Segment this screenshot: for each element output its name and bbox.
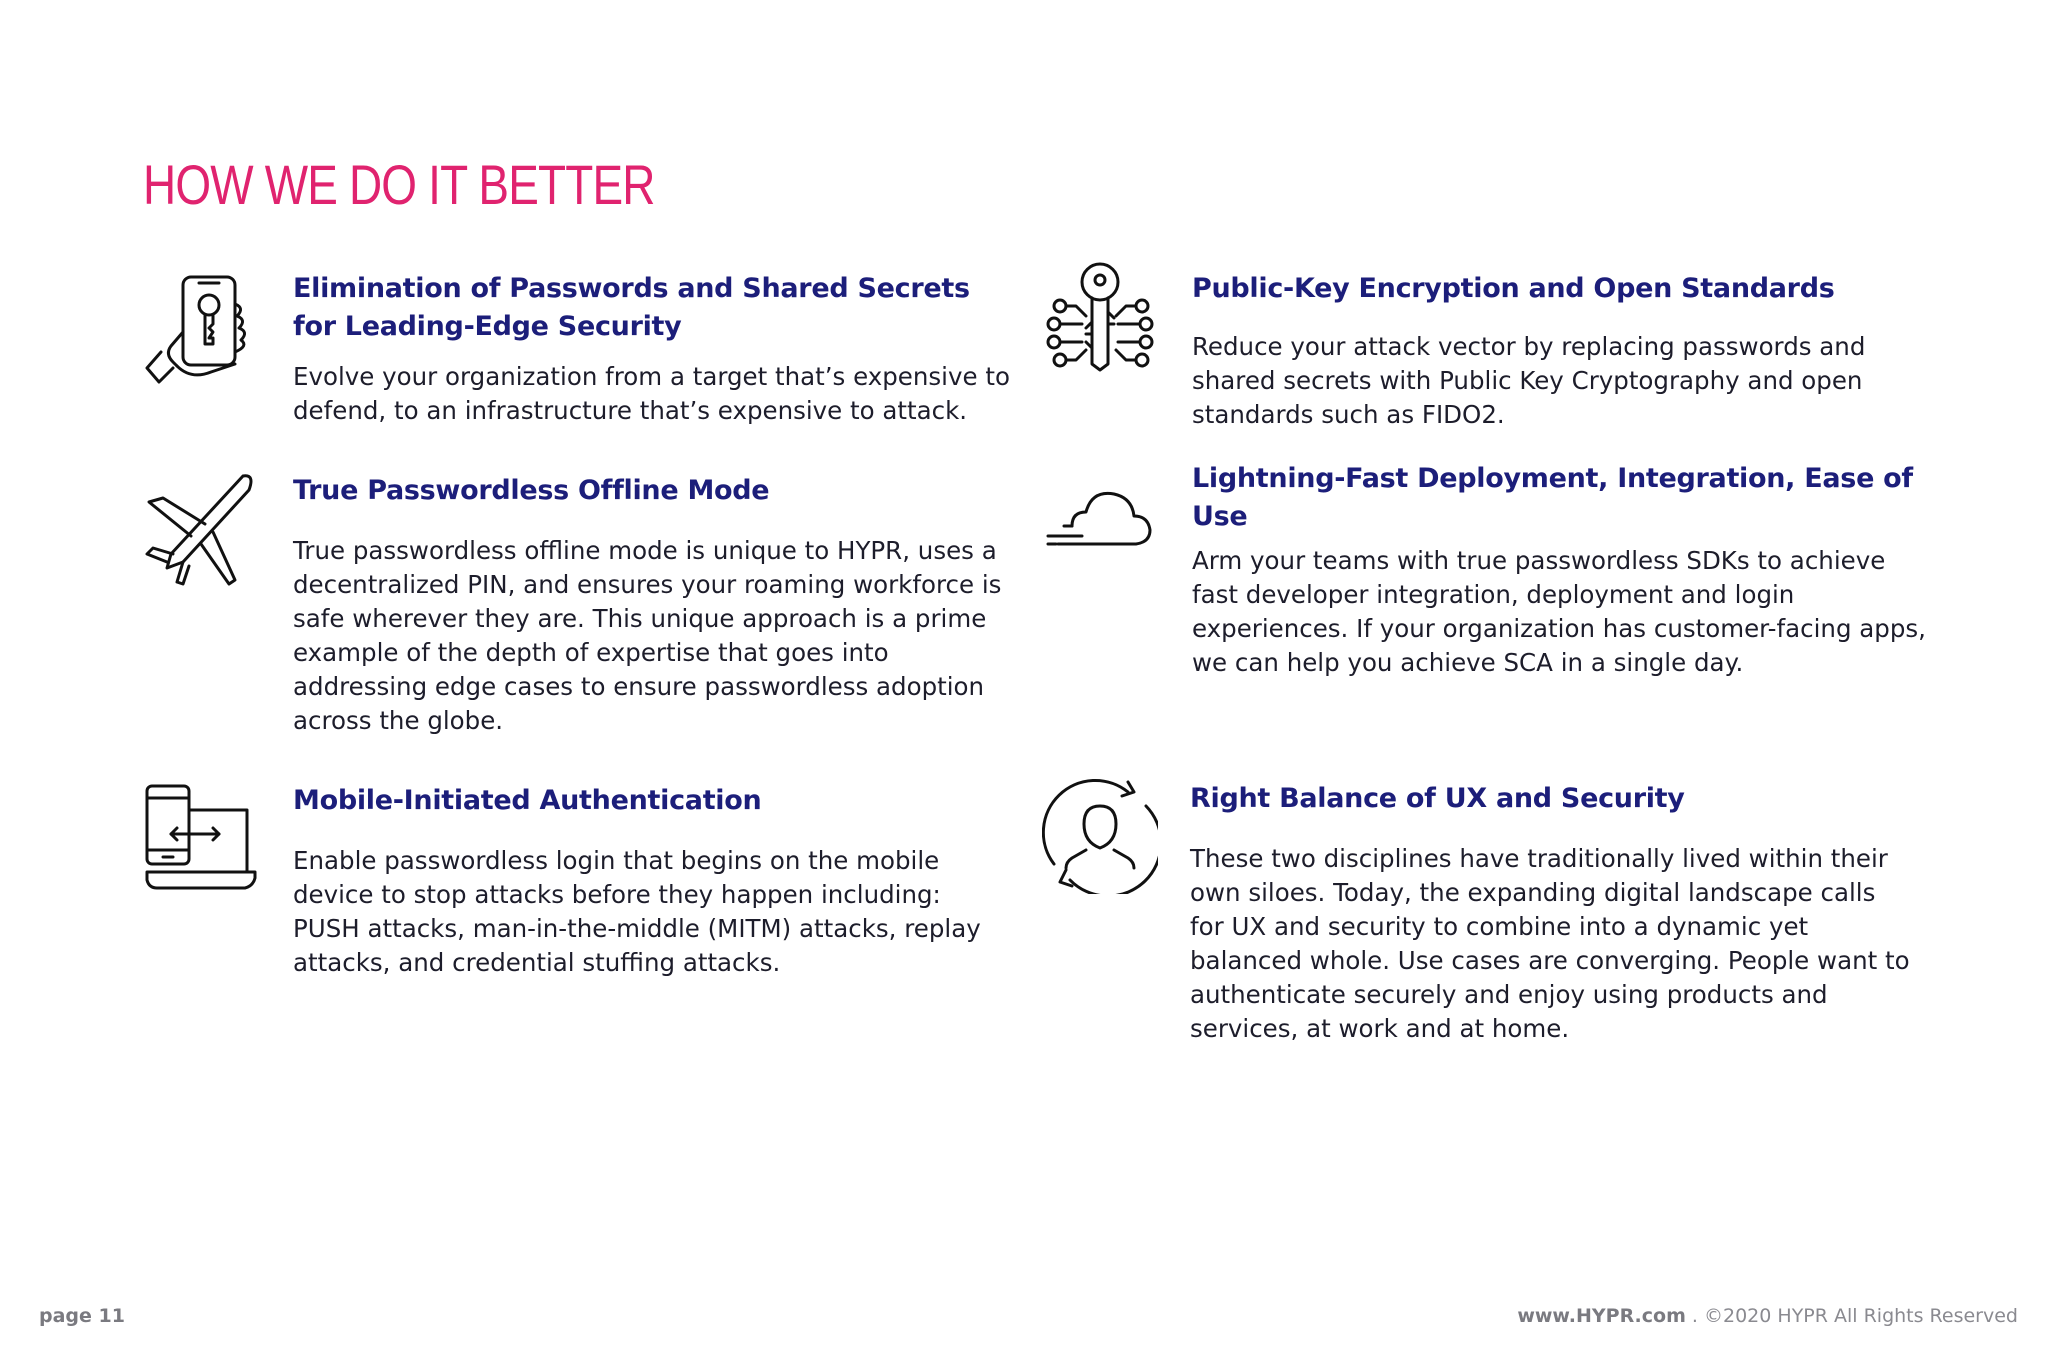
phone-key-icon (143, 272, 259, 388)
key-circuit-icon (1042, 262, 1158, 378)
footer-copyright (1517, 1305, 2018, 1327)
feature-body: Arm your teams with true passwordless SDKs to achieve fast developer integration, deployment and login experiences. If your organization has customer-facing apps, we can help you achieve SCA in a single day. (1192, 546, 1926, 677)
feature-heading: Elimination of Passwords and Shared Secrets for Leading-Edge Security (293, 273, 970, 342)
feature-heading: Right Balance of UX and Security (1190, 783, 1685, 814)
airplane-icon (143, 472, 259, 588)
feature-body: Enable passwordless login that begins on the mobile device to stop attacks before they happen including: PUSH attacks, man-in-the-middle (MITM) attacks, replay attacks, and credential stuffing attacks. (293, 846, 981, 977)
footer-rights: . ©2020 HYPR All Rights Reserved (1685, 1305, 2018, 1327)
feature-heading: Lightning-Fast Deployment, Integration, Ease of Use (1192, 463, 1913, 532)
footer-site-link[interactable]: www.HYPR.com (1517, 1305, 1686, 1327)
feature-body: Evolve your organization from a target that’s expensive to defend, to an infrastructure that’s expensive to attack. (293, 362, 1010, 425)
feature-body: These two disciplines have traditionally lived within their own siloes. Today, the expanding digital landscape calls for UX and security to combine into a dynamic yet balanced whole. Use cases are converging. People want to authenticate securely and enjoy using products and services, at work and at home. (1190, 844, 1910, 1043)
feature-heading: True Passwordless Offline Mode (293, 475, 770, 506)
page-title: HOW WE DO IT BETTER (143, 153, 655, 216)
feature-body: True passwordless offline mode is unique to HYPR, uses a decentralized PIN, and ensures your roaming workforce is safe wherever they are. This unique approach is a prime example of the depth of expertise that goes into addressing edge cases to ensure passwordless adoption across the globe. (293, 536, 1002, 735)
fast-cloud-icon (1042, 466, 1158, 582)
feature-heading: Public-Key Encryption and Open Standards (1192, 273, 1835, 304)
feature-body: Reduce your attack vector by replacing passwords and shared secrets with Public Key Cryptography and open standards such as FIDO2. (1192, 332, 1866, 429)
page-number: page 11 (39, 1305, 125, 1327)
feature-heading: Mobile-Initiated Authentication (293, 785, 762, 816)
user-cycle-icon (1042, 778, 1158, 894)
mobile-laptop-sync-icon (143, 782, 259, 898)
